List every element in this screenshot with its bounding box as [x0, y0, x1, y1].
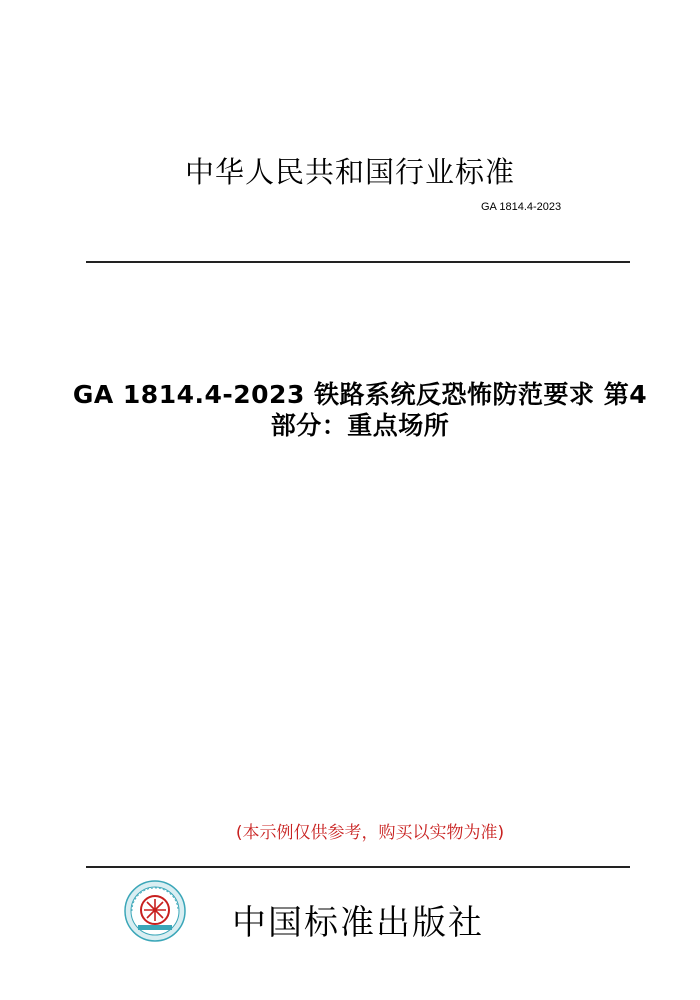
top-divider — [86, 261, 630, 263]
sample-notice: (本示例仅供参考，购买以实物为准) — [235, 823, 505, 843]
standard-number: GA 1814.4-2023 — [481, 201, 562, 213]
header-title: 中华人民共和国行业标准 — [184, 155, 515, 189]
publisher-name: 中国标准出版社 — [232, 903, 484, 943]
document-title — [40, 379, 680, 441]
document-title-line1: GA 1814.4-2023 铁路系统反恐怖防范要求 第4 — [72, 380, 648, 409]
bottom-divider — [86, 866, 630, 868]
document-title-line2: 部分：重点场所 — [270, 411, 450, 440]
publisher-logo-icon — [124, 880, 186, 942]
